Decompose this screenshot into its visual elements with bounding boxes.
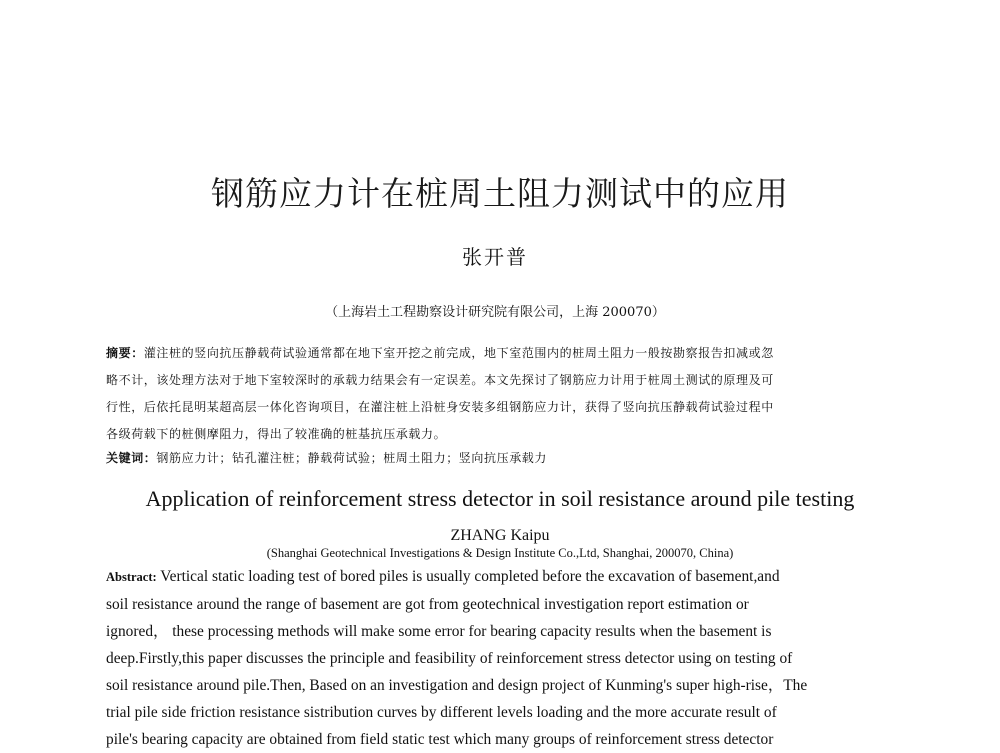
- english-abstract-line: trial pile side friction resistance sistribution curves by different levels loading and the more accurate result of: [106, 704, 777, 721]
- english-abstract-line: [106, 563, 890, 591]
- english-abstract-line: soil resistance around the range of basement are got from geotechnical investigation report estimation or: [106, 596, 749, 613]
- chinese-abstract-text: 灌注桩的竖向抗压静载荷试验通常都在地下室开挖之前完成，地下室范围内的桩周土阻力一般按勘察报告扣减或忽: [143, 346, 774, 360]
- chinese-keywords: [106, 448, 888, 468]
- chinese-abstract-line: [106, 340, 888, 367]
- english-title: Application of reinforcement stress detector in soil resistance around pile testing: [145, 486, 855, 511]
- chinese-title: 钢筋应力计在桩周土阻力测试中的应用: [211, 174, 789, 213]
- chinese-keywords-label: 关键词：: [106, 451, 157, 465]
- chinese-abstract-label: 摘要：: [106, 346, 144, 360]
- chinese-author: 张开普: [462, 245, 528, 269]
- chinese-abstract-line: 略不计，该处理方法对于地下室较深时的承载力结果会有一定误差。本文先探讨了钢筋应力计用于桩周土测试的原理及可: [106, 373, 774, 387]
- english-abstract-line: ignored， these processing methods will make some error for bearing capacity results when the basement is: [106, 623, 772, 640]
- english-abstract-line: pile's bearing capacity are obtained from field static test which many groups of reinforcement stress detector: [106, 731, 774, 748]
- english-abstract-line: deep.Firstly,this paper discusses the principle and feasibility of reinforcement stress detector using on testing of: [106, 650, 793, 667]
- english-abstract-line: soil resistance around pile.Then, Based on an investigation and design project of Kunming's super high-rise，The: [106, 677, 808, 694]
- english-affiliation: (Shanghai Geotechnical Investigations & Design Institute Co.,Ltd, Shanghai, 200070, China): [266, 546, 734, 560]
- english-abstract-text: Vertical static loading test of bored piles is usually completed before the excavation of basement,and: [156, 568, 780, 585]
- english-abstract-label: Abstract:: [106, 570, 157, 584]
- chinese-abstract: [106, 340, 888, 448]
- english-abstract: [106, 563, 890, 753]
- chinese-abstract-line: 各级荷载下的桩侧摩阻力，得出了较准确的桩基抗压承载力。: [106, 427, 447, 441]
- english-author: ZHANG Kaipu: [450, 527, 550, 544]
- chinese-keywords-text: 钢筋应力计；钻孔灌注桩；静载荷试验；桩周土阻力；竖向抗压承载力: [156, 451, 548, 465]
- chinese-abstract-line: 行性，后依托昆明某超高层一体化咨询项目，在灌注桩上沿桩身安装多组钢筋应力计，获得了竖向抗压静载荷试验过程中: [106, 400, 774, 414]
- chinese-affiliation: （上海岩土工程勘察设计研究院有限公司，上海 200070）: [325, 305, 665, 320]
